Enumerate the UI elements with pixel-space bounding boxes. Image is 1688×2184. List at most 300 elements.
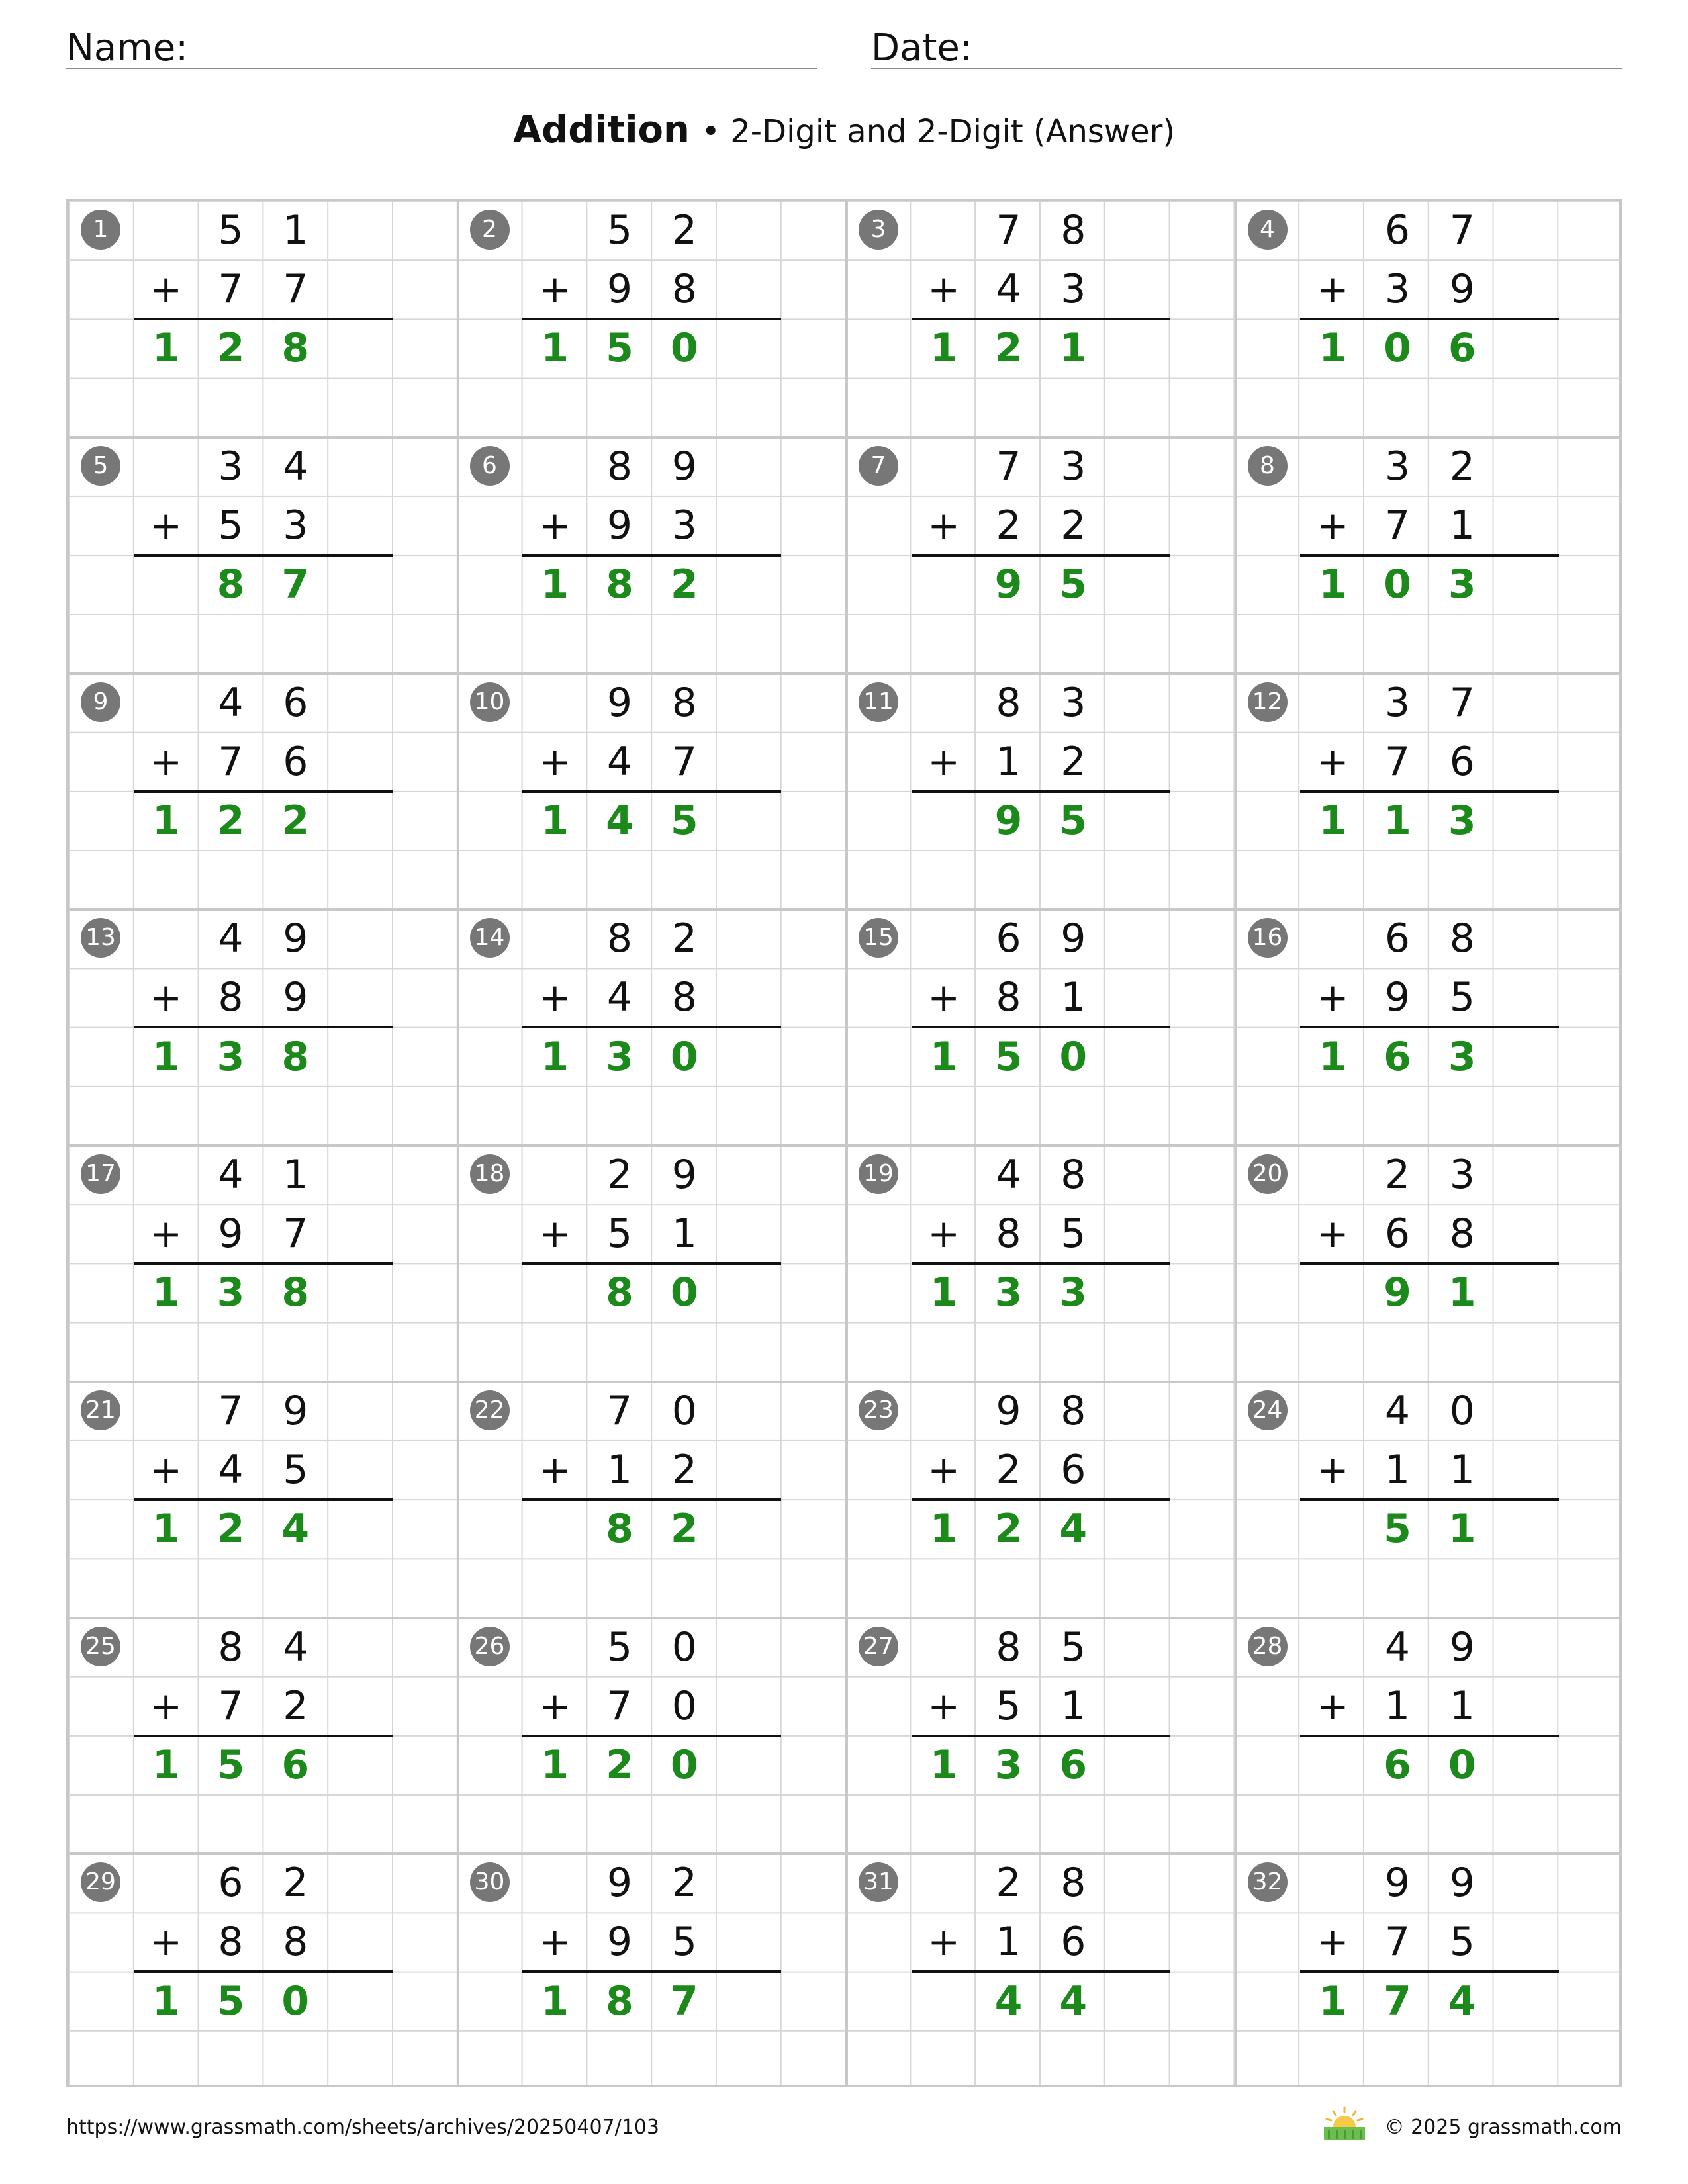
addend-digit: 3: [1384, 443, 1411, 490]
answer-digit: 1: [541, 797, 569, 844]
addend-digit: 9: [1449, 266, 1475, 313]
answer-digit: 1: [1319, 1978, 1347, 2025]
addend-digit: 9: [606, 266, 633, 313]
answer-digit: 1: [929, 1269, 958, 1316]
addend-digit: 9: [671, 1152, 697, 1198]
plus-sign: +: [927, 1447, 960, 1492]
problem-number: 15: [859, 918, 898, 958]
problem-block: [458, 1854, 847, 2090]
addend-digit: 7: [218, 738, 244, 785]
addend-digit: 7: [218, 1387, 244, 1434]
addend-digit: 7: [218, 266, 244, 313]
addend-digit: 5: [1060, 1623, 1086, 1670]
addend-digit: 3: [671, 502, 697, 549]
answer-digit: 4: [1448, 1978, 1476, 2025]
answer-digit: 5: [1059, 797, 1088, 844]
answer-digit: 8: [606, 561, 633, 608]
answer-digit: 5: [1383, 1506, 1411, 1553]
plus-sign: +: [150, 267, 182, 312]
addend-digit: 4: [1384, 1387, 1411, 1434]
footer-url: https://www.grassmath.com/sheets/archives/20250407/103: [66, 2116, 660, 2139]
addend-digit: 9: [1449, 1860, 1475, 1907]
addend-digit: 2: [671, 207, 697, 253]
problem-block: [1236, 674, 1625, 910]
addend-digit: 6: [218, 1860, 244, 1907]
answer-digit: 3: [1448, 561, 1476, 608]
problem-block: [69, 437, 458, 674]
addend-digit: 5: [218, 502, 244, 549]
addend-digit: 5: [996, 1682, 1021, 1729]
problem-number: 13: [81, 918, 120, 958]
addend-digit: 8: [671, 974, 697, 1021]
plus-sign: +: [538, 1919, 571, 1965]
problem-number: 14: [470, 918, 510, 958]
plus-sign: +: [1316, 267, 1349, 312]
plus-sign: +: [150, 975, 182, 1021]
problem-number: 5: [81, 446, 120, 486]
addend-digit: 8: [606, 915, 633, 962]
addend-digit: 4: [996, 266, 1021, 313]
answer-digit: 1: [1448, 1506, 1476, 1553]
plus-sign: +: [150, 739, 182, 784]
addend-digit: 8: [996, 1623, 1021, 1670]
addend-digit: 6: [996, 915, 1021, 962]
answer-digit: 9: [994, 561, 1023, 608]
addend-digit: 4: [218, 915, 244, 962]
addend-digit: 5: [606, 207, 633, 253]
addend-digit: 6: [1384, 1210, 1411, 1257]
addend-digit: 9: [671, 443, 697, 490]
addend-digit: 7: [996, 443, 1021, 490]
addend-digit: 5: [1449, 974, 1475, 1021]
addend-digit: 8: [606, 443, 633, 490]
plus-sign: +: [927, 975, 960, 1021]
plus-sign: +: [927, 1919, 960, 1965]
name-field-line[interactable]: [66, 68, 817, 69]
answer-digit: 1: [929, 1033, 958, 1080]
addend-digit: 2: [1060, 502, 1086, 549]
date-label: Date:: [871, 26, 972, 69]
problem-grid: [66, 199, 1622, 2087]
addend-digit: 1: [283, 1152, 308, 1198]
block-divider: [69, 1144, 1619, 1147]
answer-digit: 1: [1448, 1269, 1476, 1316]
answer-digit: 8: [281, 1269, 310, 1316]
answer-digit: 1: [1319, 325, 1347, 372]
answer-digit: 3: [1448, 797, 1476, 844]
addend-digit: 8: [996, 679, 1021, 726]
plus-sign: +: [538, 1683, 571, 1729]
plus-sign: +: [1316, 1919, 1349, 1965]
addend-digit: 2: [1060, 738, 1086, 785]
answer-digit: 2: [216, 797, 245, 844]
problem-number: 31: [859, 1862, 898, 1902]
addend-digit: 3: [1060, 679, 1086, 726]
addend-digit: 8: [1060, 1860, 1086, 1907]
addend-digit: 9: [283, 915, 308, 962]
addend-digit: 2: [996, 1860, 1021, 1907]
addend-digit: 8: [218, 974, 244, 1021]
problem-number: 17: [81, 1154, 120, 1194]
addend-digit: 1: [1449, 1446, 1475, 1493]
addend-digit: 7: [671, 738, 697, 785]
addend-digit: 3: [1060, 443, 1086, 490]
addend-digit: 4: [996, 1152, 1021, 1198]
answer-digit: 3: [216, 1269, 245, 1316]
addend-digit: 7: [606, 1682, 633, 1729]
addend-digit: 1: [1060, 974, 1086, 1021]
plus-sign: +: [538, 975, 571, 1021]
problem-block: [458, 1382, 847, 1618]
addend-digit: 1: [1449, 502, 1475, 549]
addend-digit: 8: [1060, 1152, 1086, 1198]
addend-digit: 2: [996, 1446, 1021, 1493]
answer-digit: 1: [152, 1741, 180, 1788]
block-divider: [69, 1381, 1619, 1383]
plus-sign: +: [1316, 502, 1349, 548]
answer-digit: 2: [670, 561, 698, 608]
addend-digit: 7: [1449, 207, 1475, 253]
addend-digit: 4: [283, 443, 308, 490]
block-divider: [457, 201, 459, 2085]
addend-digit: 5: [218, 207, 244, 253]
addend-digit: 4: [218, 1152, 244, 1198]
problem-block: [1236, 1382, 1625, 1618]
addend-digit: 7: [283, 266, 308, 313]
answer-digit: 0: [281, 1978, 310, 2025]
answer-digit: 8: [606, 1506, 633, 1553]
problem-block: [1236, 201, 1625, 437]
addend-digit: 8: [218, 1919, 244, 1966]
addend-digit: 8: [218, 1623, 244, 1670]
problem-block: [458, 201, 847, 437]
plus-sign: +: [538, 1447, 571, 1492]
addend-digit: 9: [1384, 1860, 1411, 1907]
block-divider: [69, 1617, 1619, 1619]
problem-number: 20: [1248, 1154, 1288, 1194]
addend-digit: 2: [1449, 443, 1475, 490]
plus-sign: +: [538, 739, 571, 784]
answer-digit: 5: [606, 325, 633, 372]
addend-digit: 8: [996, 974, 1021, 1021]
problem-block: [458, 909, 847, 1146]
answer-digit: 3: [216, 1033, 245, 1080]
plus-sign: +: [150, 502, 182, 548]
problem-number: 6: [470, 446, 510, 486]
addend-digit: 2: [606, 1152, 633, 1198]
addend-digit: 8: [1060, 1387, 1086, 1434]
problem-block: [69, 201, 458, 437]
addend-digit: 8: [283, 1919, 308, 1966]
answer-digit: 1: [541, 1978, 569, 2025]
answer-digit: 0: [670, 1269, 698, 1316]
problem-number: 3: [859, 210, 898, 250]
plus-sign: +: [1316, 975, 1349, 1021]
problem-number: 21: [81, 1390, 120, 1430]
addend-digit: 7: [996, 207, 1021, 253]
problem-number: 18: [470, 1154, 510, 1194]
problem-block: [1236, 1146, 1625, 1382]
answer-digit: 5: [216, 1741, 245, 1788]
answer-digit: 1: [152, 1978, 180, 2025]
addend-digit: 6: [283, 738, 308, 785]
problem-number: 28: [1248, 1627, 1288, 1666]
answer-digit: 1: [1383, 797, 1411, 844]
addend-digit: 7: [1449, 679, 1475, 726]
footer-copyright: © 2025 grassmath.com: [1384, 2116, 1622, 2139]
problem-block: [458, 674, 847, 910]
answer-digit: 4: [606, 797, 633, 844]
addend-digit: 4: [218, 1446, 244, 1493]
problem-block: [1236, 1618, 1625, 1854]
addend-digit: 8: [996, 1210, 1021, 1257]
addend-digit: 6: [283, 679, 308, 726]
plus-sign: +: [927, 1683, 960, 1729]
problem-number: 2: [470, 210, 510, 250]
plus-sign: +: [150, 1919, 182, 1965]
addend-digit: 2: [283, 1682, 308, 1729]
plus-sign: +: [1316, 739, 1349, 784]
answer-digit: 1: [929, 1741, 958, 1788]
block-divider: [1235, 201, 1237, 2085]
problem-block: [847, 1618, 1236, 1854]
addend-digit: 3: [1384, 679, 1411, 726]
answer-digit: 5: [670, 797, 698, 844]
answer-digit: 4: [1059, 1978, 1088, 2025]
plus-sign: +: [927, 739, 960, 784]
answer-digit: 6: [1059, 1741, 1088, 1788]
addend-digit: 9: [606, 1919, 633, 1966]
answer-digit: 1: [152, 797, 180, 844]
addend-digit: 7: [606, 1387, 633, 1434]
addend-digit: 7: [218, 1682, 244, 1729]
problem-block: [69, 1618, 458, 1854]
problem-number: 9: [81, 682, 120, 722]
addend-digit: 4: [606, 974, 633, 1021]
addend-digit: 1: [1384, 1446, 1411, 1493]
addend-digit: 0: [671, 1682, 697, 1729]
problem-number: 8: [1248, 446, 1288, 486]
addend-digit: 4: [606, 738, 633, 785]
addend-digit: 9: [606, 1860, 633, 1907]
addend-digit: 5: [1060, 1210, 1086, 1257]
plus-sign: +: [927, 1211, 960, 1257]
answer-digit: 4: [994, 1978, 1023, 2025]
answer-digit: 8: [606, 1978, 633, 2025]
answer-digit: 5: [216, 1978, 245, 2025]
answer-digit: 1: [152, 1269, 180, 1316]
addend-digit: 0: [1449, 1387, 1475, 1434]
answer-digit: 1: [541, 1033, 569, 1080]
answer-digit: 3: [994, 1269, 1023, 1316]
answer-digit: 1: [1319, 1033, 1347, 1080]
block-divider: [69, 1852, 1619, 1855]
problem-number: 4: [1248, 210, 1288, 250]
addend-digit: 5: [1449, 1919, 1475, 1966]
answer-digit: 6: [1383, 1741, 1411, 1788]
addend-digit: 1: [671, 1210, 697, 1257]
answer-digit: 6: [1448, 325, 1476, 372]
addend-digit: 4: [218, 679, 244, 726]
problem-block: [1236, 1854, 1625, 2090]
addend-digit: 1: [996, 1919, 1021, 1966]
addend-digit: 4: [1384, 1623, 1411, 1670]
problem-block: [458, 1146, 847, 1382]
answer-digit: 1: [152, 1033, 180, 1080]
answer-digit: 2: [216, 325, 245, 372]
addend-digit: 8: [1060, 207, 1086, 253]
answer-digit: 8: [281, 325, 310, 372]
addend-digit: 9: [283, 1387, 308, 1434]
problem-number: 27: [859, 1627, 898, 1666]
answer-digit: 2: [606, 1741, 633, 1788]
title-main: Addition: [512, 109, 690, 152]
addend-digit: 6: [1384, 207, 1411, 253]
addend-digit: 7: [1384, 502, 1411, 549]
addend-digit: 6: [1060, 1919, 1086, 1966]
answer-digit: 1: [541, 561, 569, 608]
addend-digit: 1: [1384, 1682, 1411, 1729]
addend-digit: 1: [606, 1446, 633, 1493]
addend-digit: 9: [1449, 1623, 1475, 1670]
block-divider: [845, 201, 848, 2085]
addend-digit: 5: [671, 1919, 697, 1966]
problem-number: 19: [859, 1154, 898, 1194]
block-divider: [69, 436, 1619, 439]
addend-digit: 9: [1384, 974, 1411, 1021]
answer-digit: 6: [281, 1741, 310, 1788]
problem-number: 23: [859, 1390, 898, 1430]
problem-number: 7: [859, 446, 898, 486]
addend-digit: 3: [1384, 266, 1411, 313]
title-bullet: •: [701, 113, 731, 150]
problem-block: [1236, 909, 1625, 1146]
problem-block: [69, 674, 458, 910]
name-label: Name:: [66, 26, 189, 69]
answer-digit: 0: [1448, 1741, 1476, 1788]
problem-number: 22: [470, 1390, 510, 1430]
answer-digit: 7: [670, 1978, 698, 2025]
problem-block: [69, 1854, 458, 2090]
addend-digit: 9: [996, 1387, 1021, 1434]
addend-digit: 7: [283, 1210, 308, 1257]
addend-digit: 3: [1060, 266, 1086, 313]
addend-digit: 9: [606, 679, 633, 726]
answer-digit: 1: [1319, 797, 1347, 844]
problem-number: 10: [470, 682, 510, 722]
answer-digit: 6: [1383, 1033, 1411, 1080]
answer-digit: 9: [994, 797, 1023, 844]
problem-block: [847, 1146, 1236, 1382]
answer-digit: 8: [281, 1033, 310, 1080]
problem-block: [458, 1618, 847, 1854]
addend-digit: 8: [671, 679, 697, 726]
problem-block: [69, 1382, 458, 1618]
answer-digit: 0: [1383, 325, 1411, 372]
plus-sign: +: [1316, 1211, 1349, 1257]
addend-digit: 1: [996, 738, 1021, 785]
problem-number: 29: [81, 1862, 120, 1902]
problem-block: [847, 1382, 1236, 1618]
problem-number: 1: [81, 210, 120, 250]
answer-digit: 0: [670, 1033, 698, 1080]
addend-digit: 2: [671, 1860, 697, 1907]
addend-digit: 8: [671, 266, 697, 313]
answer-digit: 0: [1059, 1033, 1088, 1080]
problem-block: [69, 1146, 458, 1382]
answer-digit: 7: [1383, 1978, 1411, 2025]
problem-number: 11: [859, 682, 898, 722]
answer-digit: 2: [216, 1506, 245, 1553]
answer-digit: 5: [994, 1033, 1023, 1080]
answer-digit: 1: [1059, 325, 1088, 372]
answer-digit: 0: [1383, 561, 1411, 608]
answer-digit: 3: [1448, 1033, 1476, 1080]
problem-number: 24: [1248, 1390, 1288, 1430]
answer-digit: 3: [1059, 1269, 1088, 1316]
block-divider: [69, 908, 1619, 911]
plus-sign: +: [538, 1211, 571, 1257]
problem-number: 32: [1248, 1862, 1288, 1902]
answer-digit: 0: [670, 325, 698, 372]
problem-number: 25: [81, 1627, 120, 1666]
problem-block: [69, 909, 458, 1146]
addend-digit: 1: [1449, 1682, 1475, 1729]
addend-digit: 3: [283, 502, 308, 549]
addend-digit: 5: [283, 1446, 308, 1493]
problem-number: 16: [1248, 918, 1288, 958]
answer-digit: 2: [994, 1506, 1023, 1553]
addend-digit: 8: [1449, 1210, 1475, 1257]
answer-digit: 1: [1319, 561, 1347, 608]
answer-digit: 1: [152, 1506, 180, 1553]
answer-digit: 8: [606, 1269, 633, 1316]
problem-number: 26: [470, 1627, 510, 1666]
answer-digit: 4: [1059, 1506, 1088, 1553]
addend-digit: 1: [283, 207, 308, 253]
plus-sign: +: [538, 502, 571, 548]
plus-sign: +: [150, 1683, 182, 1729]
addend-digit: 6: [1449, 738, 1475, 785]
addend-digit: 2: [283, 1860, 308, 1907]
problem-block: [847, 437, 1236, 674]
answer-digit: 1: [541, 1741, 569, 1788]
addend-digit: 5: [606, 1623, 633, 1670]
addend-digit: 7: [1384, 738, 1411, 785]
addend-digit: 0: [671, 1623, 697, 1670]
answer-digit: 2: [281, 797, 310, 844]
plus-sign: +: [150, 1447, 182, 1492]
addend-digit: 2: [671, 915, 697, 962]
plus-sign: +: [1316, 1683, 1349, 1729]
addend-digit: 3: [1449, 1152, 1475, 1198]
addend-digit: 9: [1060, 915, 1086, 962]
problem-block: [1236, 437, 1625, 674]
addend-digit: 1: [1060, 1682, 1086, 1729]
addend-digit: 6: [1060, 1446, 1086, 1493]
problem-block: [847, 909, 1236, 1146]
answer-digit: 1: [929, 1506, 958, 1553]
sun-over-grass-icon: [1321, 2105, 1368, 2143]
problem-block: [847, 201, 1236, 437]
addend-digit: 2: [671, 1446, 697, 1493]
answer-digit: 5: [1059, 561, 1088, 608]
answer-digit: 8: [216, 561, 245, 608]
answer-digit: 0: [670, 1741, 698, 1788]
addend-digit: 9: [606, 502, 633, 549]
addend-digit: 3: [218, 443, 244, 490]
date-field-line[interactable]: [871, 68, 1622, 69]
